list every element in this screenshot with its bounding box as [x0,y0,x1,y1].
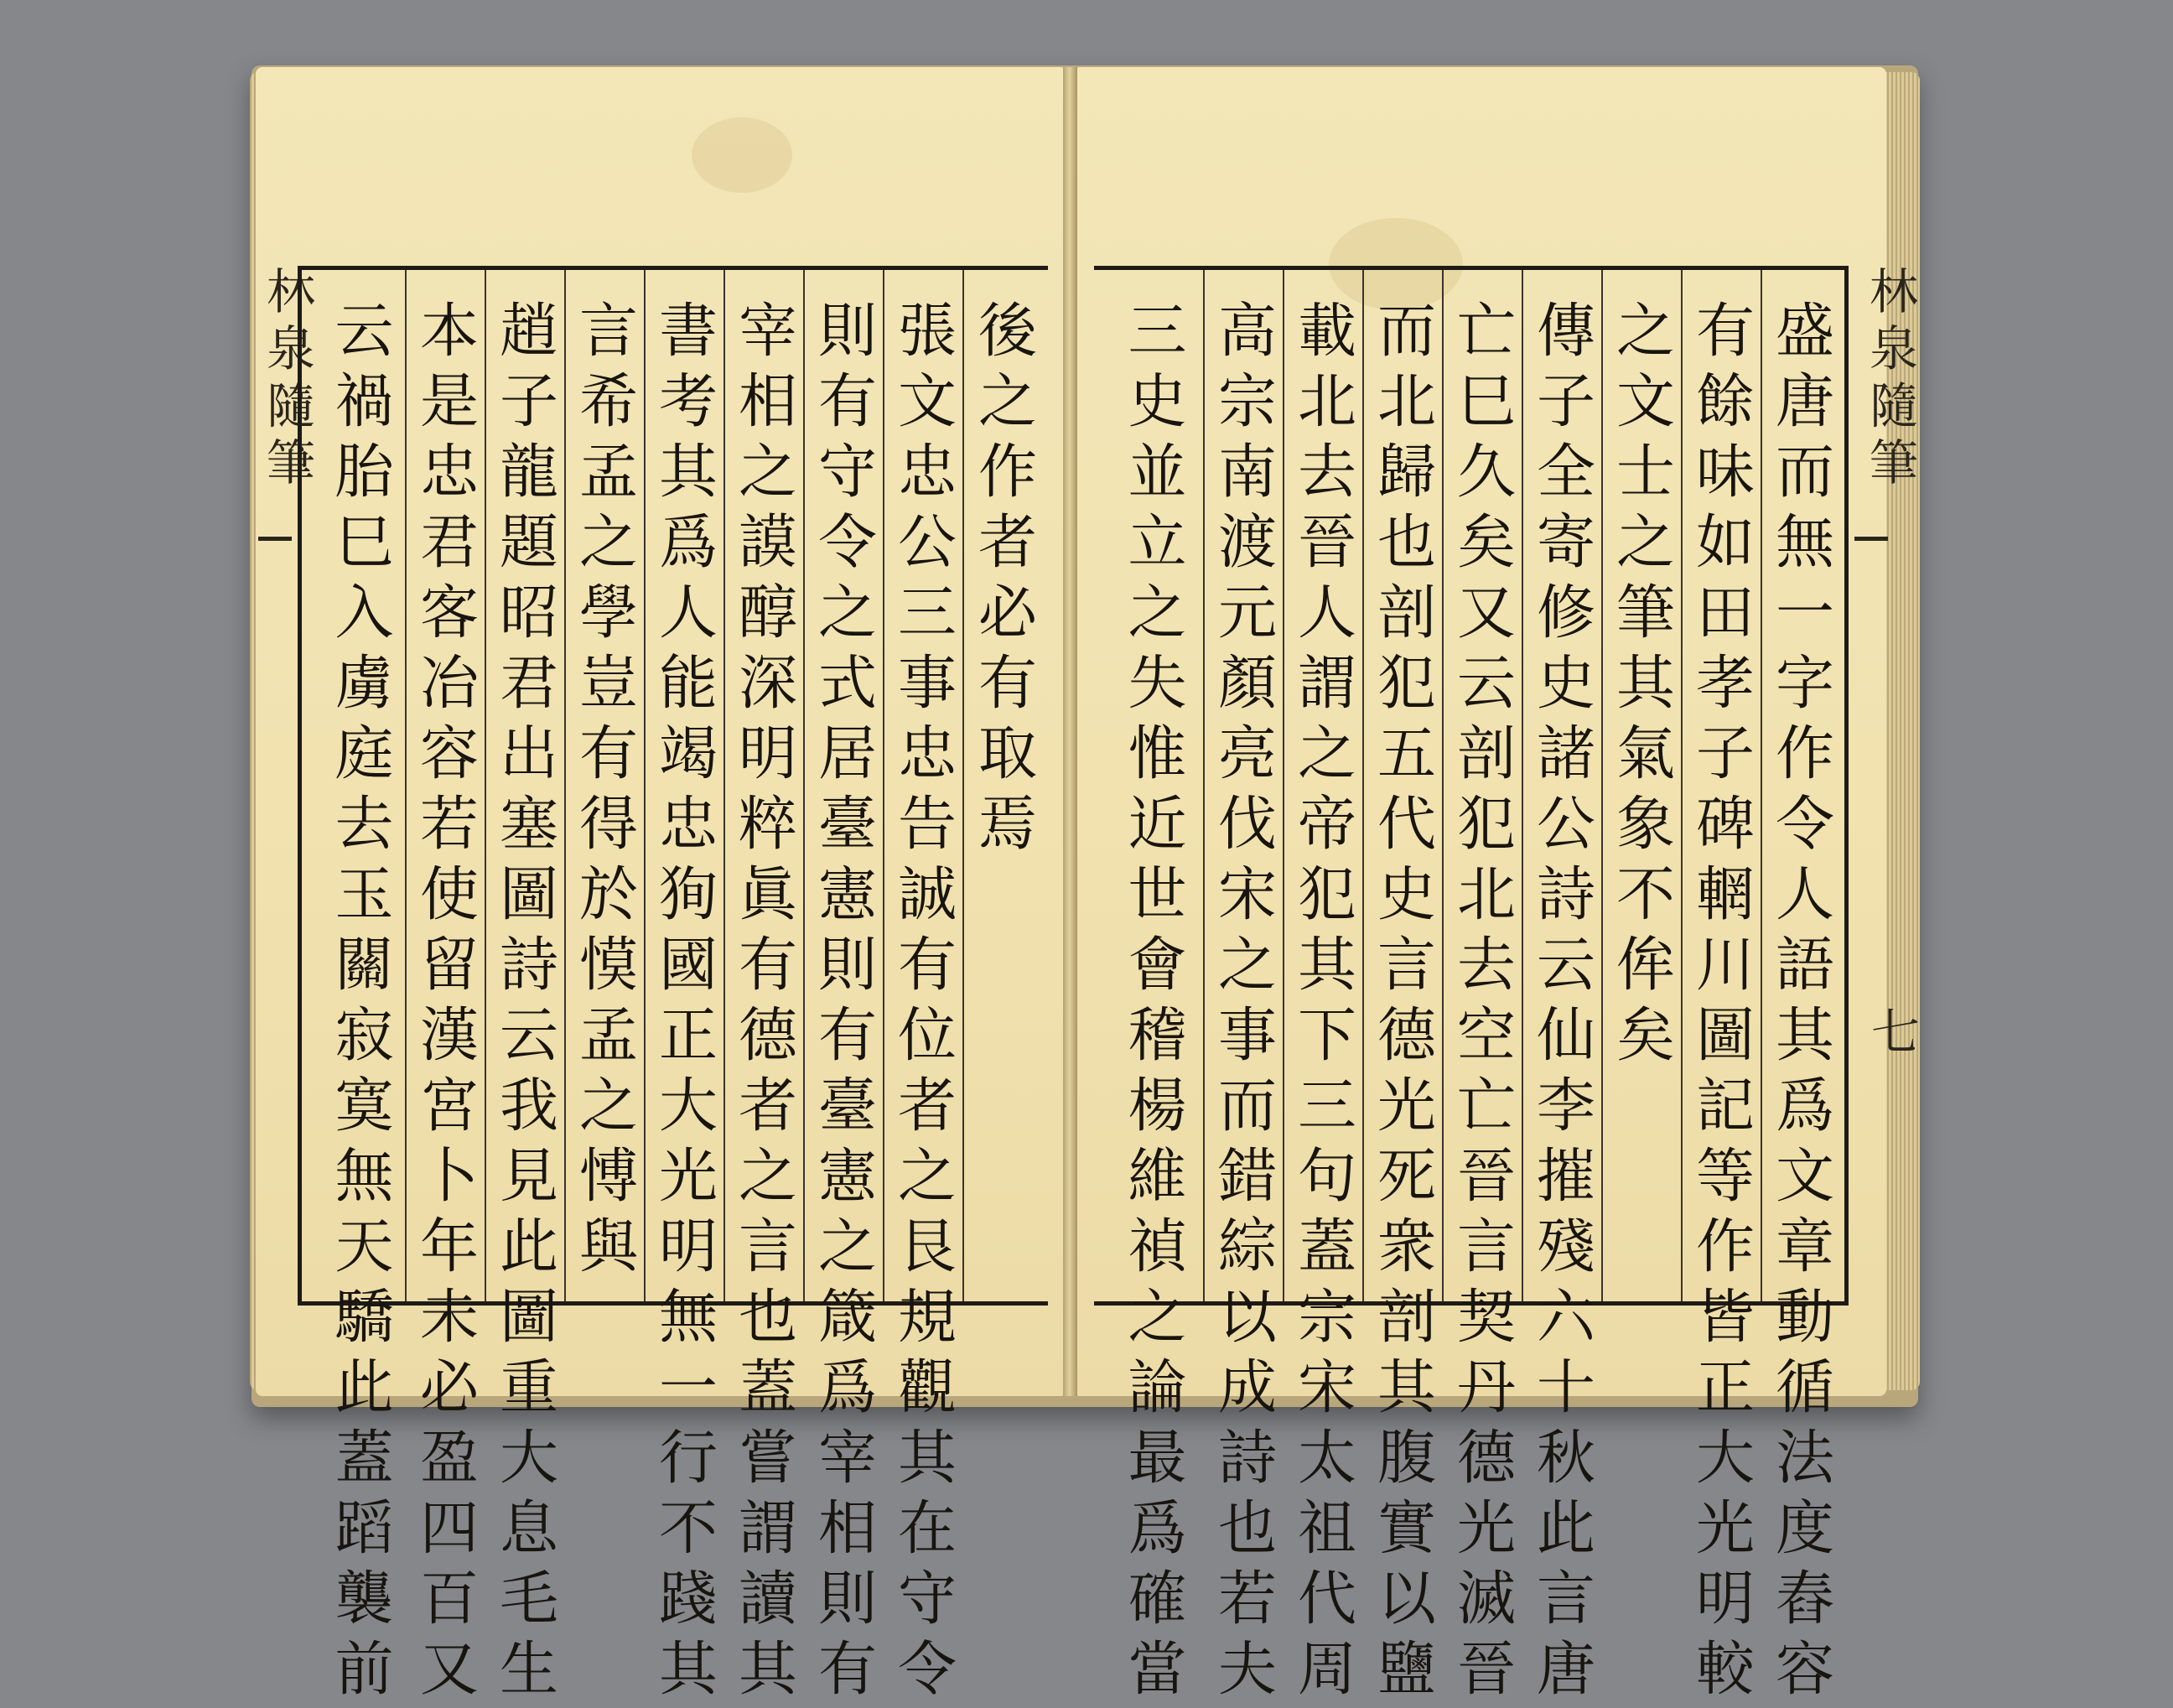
fishtail-mark [258,537,292,541]
text-column: 盛唐而無一字作令人語其爲文章動循法度舂容 [1766,299,1835,1708]
text-column: 本是忠君客冶容若使留漢宮卜年未必盈四百又 [405,270,486,1301]
text-column: 而北歸也剖犯五代史言德光死衆剖其腹實以鹽 [1362,270,1444,1301]
text-column: 宰相之謨醇深明粹眞有德者之言也蓋嘗謂讀其 [723,270,805,1301]
right-margin-title: 林泉隨筆 [1861,266,1918,494]
book-spine [1063,67,1077,1396]
text-column: 言希孟之學豈有得於慔孟之愽與 [564,270,646,1301]
text-column: 趙子龍題昭君出塞圖詩云我見此圖重大息毛生 [485,270,566,1301]
text-column: 之文士之筆其氣象不侔矣 [1601,270,1683,1301]
folio-number: 七 [1863,1006,1920,1063]
text-column: 亡巳久矣又云剖犯北去空亡晉言契丹德光滅晉 [1442,270,1523,1301]
text-column: 傳子全寄修史諸公詩云仙李摧殘六十秋此言唐 [1522,270,1603,1301]
left-text-frame [298,266,1048,1708]
paper-stain [692,117,792,193]
text-column: 三史並立之失惟近世會稽楊維禎之論最爲確當 [1102,270,1205,1301]
text-column: 云禍胎巳入虜庭去玉關寂寞無天驕此蓋蹈襲前 [314,270,407,1301]
text-column: 高宗南渡元顏亮伐宋之事而錯綜以成詩也若夫 [1203,270,1284,1301]
text-column: 張文忠公三事忠告誠有位者之艮規觀其在守令 [883,270,964,1301]
left-margin-title: 林泉隨筆 [258,266,315,494]
text-column: 有餘味如田孝子碑輞川圖記等作皆正大光明較 [1681,270,1762,1301]
text-column: 載北去晉人謂之帝犯其下三句蓋宗宋太祖代周 [1283,270,1364,1301]
text-column: 後之作者必有取焉 [968,299,1038,863]
text-column: 書考其爲人能竭忠狥國正大光明無一行不踐其 [644,270,725,1301]
right-text-frame [1094,266,1849,1708]
fishtail-mark [1854,537,1888,541]
text-column: 則有守令之式居臺憲則有臺憲之箴爲宰相則有 [803,270,884,1301]
